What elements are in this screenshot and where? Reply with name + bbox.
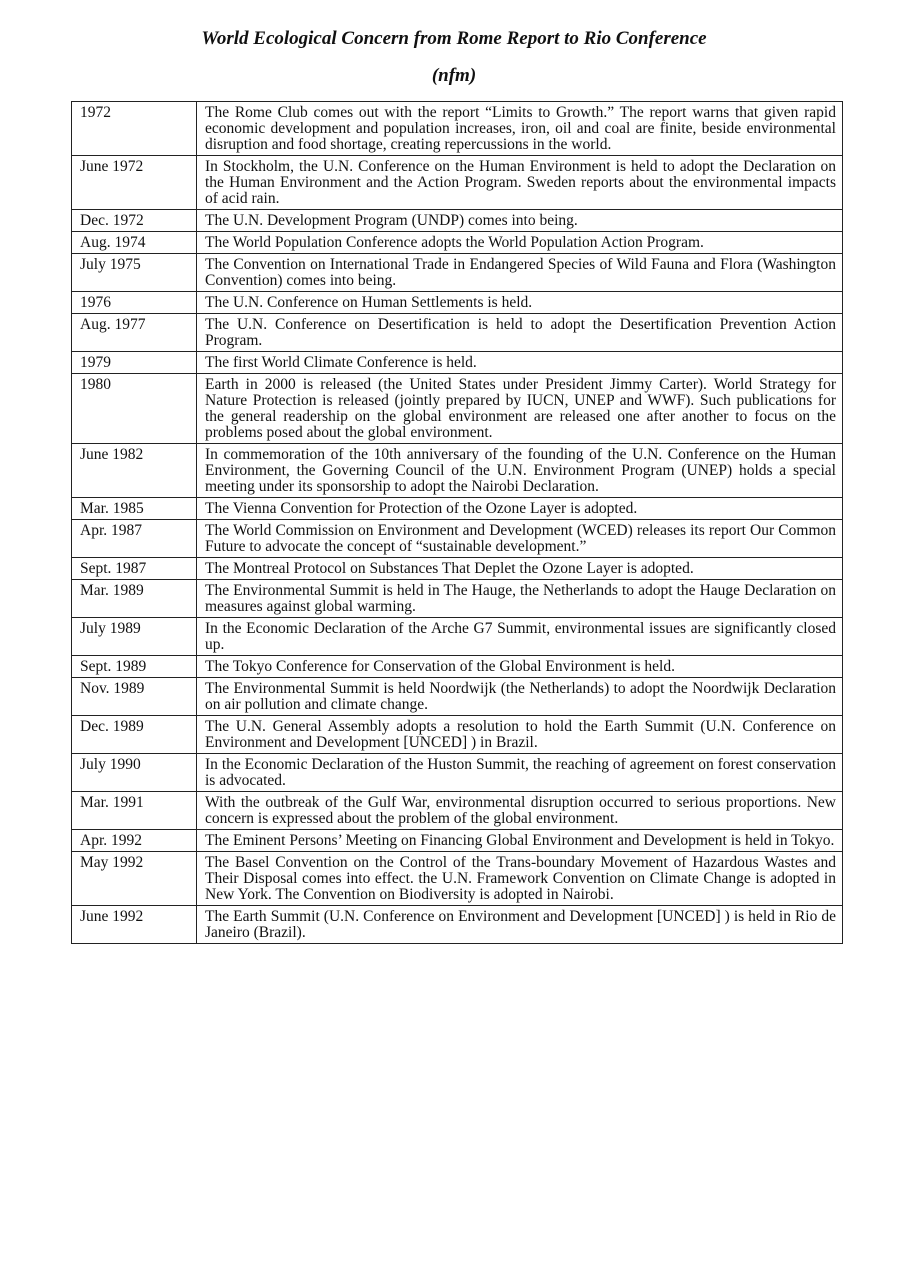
timeline-event: The Vienna Convention for Protection of the Ozone Layer is adopted. bbox=[197, 498, 843, 520]
timeline-table bbox=[71, 101, 843, 944]
timeline-row bbox=[72, 520, 843, 558]
timeline-date: Sept. 1987 bbox=[72, 558, 197, 580]
timeline-row bbox=[72, 444, 843, 498]
timeline-row bbox=[72, 558, 843, 580]
timeline-date: June 1982 bbox=[72, 444, 197, 498]
document-title: World Ecological Concern from Rome Report to Rio Conference bbox=[201, 28, 707, 49]
timeline-date: Mar. 1985 bbox=[72, 498, 197, 520]
timeline-event: The Montreal Protocol on Substances That Deplet the Ozone Layer is adopted. bbox=[197, 558, 843, 580]
timeline-row bbox=[72, 314, 843, 352]
timeline-row bbox=[72, 292, 843, 314]
timeline-event: The Rome Club comes out with the report “Limits to Growth.” The report warns that given rapid economic development and population increases, iron, oil and coal are finite, beside environmental disruption and food shortage, creating repercussions in the world. bbox=[197, 102, 843, 156]
timeline-row bbox=[72, 618, 843, 656]
timeline-date: June 1992 bbox=[72, 906, 197, 944]
timeline-date: Nov. 1989 bbox=[72, 678, 197, 716]
timeline-date: Mar. 1989 bbox=[72, 580, 197, 618]
timeline-event: The first World Climate Conference is held. bbox=[197, 352, 843, 374]
timeline-date: July 1990 bbox=[72, 754, 197, 792]
timeline-event: The Convention on International Trade in Endangered Species of Wild Fauna and Flora (Washington Convention) comes into being. bbox=[197, 254, 843, 292]
timeline-event: In the Economic Declaration of the Huston Summit, the reaching of agreement on forest conservation is advocated. bbox=[197, 754, 843, 792]
timeline-date: 1979 bbox=[72, 352, 197, 374]
timeline-row bbox=[72, 678, 843, 716]
timeline-event: In commemoration of the 10th anniversary of the founding of the U.N. Conference on the Human Environment, the Governing Council of the U.N. Environment Program (UNEP) holds a special meeting under its sponsorship to adopt the Nairobi Declaration. bbox=[197, 444, 843, 498]
timeline-event: The U.N. General Assembly adopts a resolution to hold the Earth Summit (U.N. Conference on Environment and Development [UNCED] ) in Brazil. bbox=[197, 716, 843, 754]
timeline-event: The Tokyo Conference for Conservation of the Global Environment is held. bbox=[197, 656, 843, 678]
timeline-date: Mar. 1991 bbox=[72, 792, 197, 830]
timeline-event: The World Population Conference adopts the World Population Action Program. bbox=[197, 232, 843, 254]
timeline-date: 1972 bbox=[72, 102, 197, 156]
timeline-row bbox=[72, 716, 843, 754]
timeline-row bbox=[72, 232, 843, 254]
timeline-event: The World Commission on Environment and Development (WCED) releases its report Our Common Future to advocate the concept of “sustainable development.” bbox=[197, 520, 843, 558]
timeline-event: The Environmental Summit is held in The Hauge, the Netherlands to adopt the Hauge Declaration on measures against global warming. bbox=[197, 580, 843, 618]
timeline-date: Dec. 1972 bbox=[72, 210, 197, 232]
timeline-row bbox=[72, 374, 843, 444]
timeline-row bbox=[72, 852, 843, 906]
timeline-date: 1980 bbox=[72, 374, 197, 444]
timeline-event: The U.N. Conference on Desertification is held to adopt the Desertification Prevention Action Program. bbox=[197, 314, 843, 352]
timeline-date: July 1975 bbox=[72, 254, 197, 292]
timeline-date: 1976 bbox=[72, 292, 197, 314]
timeline-row bbox=[72, 352, 843, 374]
timeline-date: Aug. 1977 bbox=[72, 314, 197, 352]
timeline-date: May 1992 bbox=[72, 852, 197, 906]
timeline-event: The Earth Summit (U.N. Conference on Environment and Development [UNCED] ) is held in Rio de Janeiro (Brazil). bbox=[197, 906, 843, 944]
timeline-date: June 1972 bbox=[72, 156, 197, 210]
timeline-date: Sept. 1989 bbox=[72, 656, 197, 678]
timeline-row bbox=[72, 580, 843, 618]
timeline-body bbox=[72, 102, 843, 944]
timeline-event: In Stockholm, the U.N. Conference on the Human Environment is held to adopt the Declaration on the Human Environment and the Action Program. Sweden reports about the environmental impacts of acid rain. bbox=[197, 156, 843, 210]
timeline-row bbox=[72, 210, 843, 232]
timeline-row bbox=[72, 792, 843, 830]
timeline-date: July 1989 bbox=[72, 618, 197, 656]
timeline-row bbox=[72, 656, 843, 678]
timeline-date: Apr. 1992 bbox=[72, 830, 197, 852]
timeline-event: The Environmental Summit is held Noordwijk (the Netherlands) to adopt the Noordwijk Declaration on air pollution and climate change. bbox=[197, 678, 843, 716]
timeline-row bbox=[72, 102, 843, 156]
timeline-event: The U.N. Development Program (UNDP) comes into being. bbox=[197, 210, 843, 232]
timeline-event: The U.N. Conference on Human Settlements is held. bbox=[197, 292, 843, 314]
timeline-row bbox=[72, 498, 843, 520]
timeline-event: In the Economic Declaration of the Arche G7 Summit, environmental issues are significantly closed up. bbox=[197, 618, 843, 656]
timeline-row bbox=[72, 906, 843, 944]
timeline-event: The Eminent Persons’ Meeting on Financing Global Environment and Development is held in Tokyo. bbox=[197, 830, 843, 852]
timeline-date: Apr. 1987 bbox=[72, 520, 197, 558]
timeline-event: The Basel Convention on the Control of the Trans-boundary Movement of Hazardous Wastes and Their Disposal comes into effect. the U.N. Framework Convention on Climate Change is adopted in New York. The Convention on Biodiversity is adopted in Nairobi. bbox=[197, 852, 843, 906]
timeline-event: With the outbreak of the Gulf War, environmental disruption occurred to serious proportions. New concern is expressed about the problem of the global environment. bbox=[197, 792, 843, 830]
timeline-date: Aug. 1974 bbox=[72, 232, 197, 254]
timeline-row bbox=[72, 830, 843, 852]
timeline-date: Dec. 1989 bbox=[72, 716, 197, 754]
timeline-row bbox=[72, 156, 843, 210]
timeline-event: Earth in 2000 is released (the United States under President Jimmy Carter). World Strategy for Nature Protection is released (jointly prepared by IUCN, UNEP and WWF). Such publications for the general readership on the global environment are released one after another to focus on the problems posed about the global environment. bbox=[197, 374, 843, 444]
timeline-row bbox=[72, 254, 843, 292]
document-subtitle: (nfm) bbox=[431, 65, 477, 86]
timeline-row bbox=[72, 754, 843, 792]
